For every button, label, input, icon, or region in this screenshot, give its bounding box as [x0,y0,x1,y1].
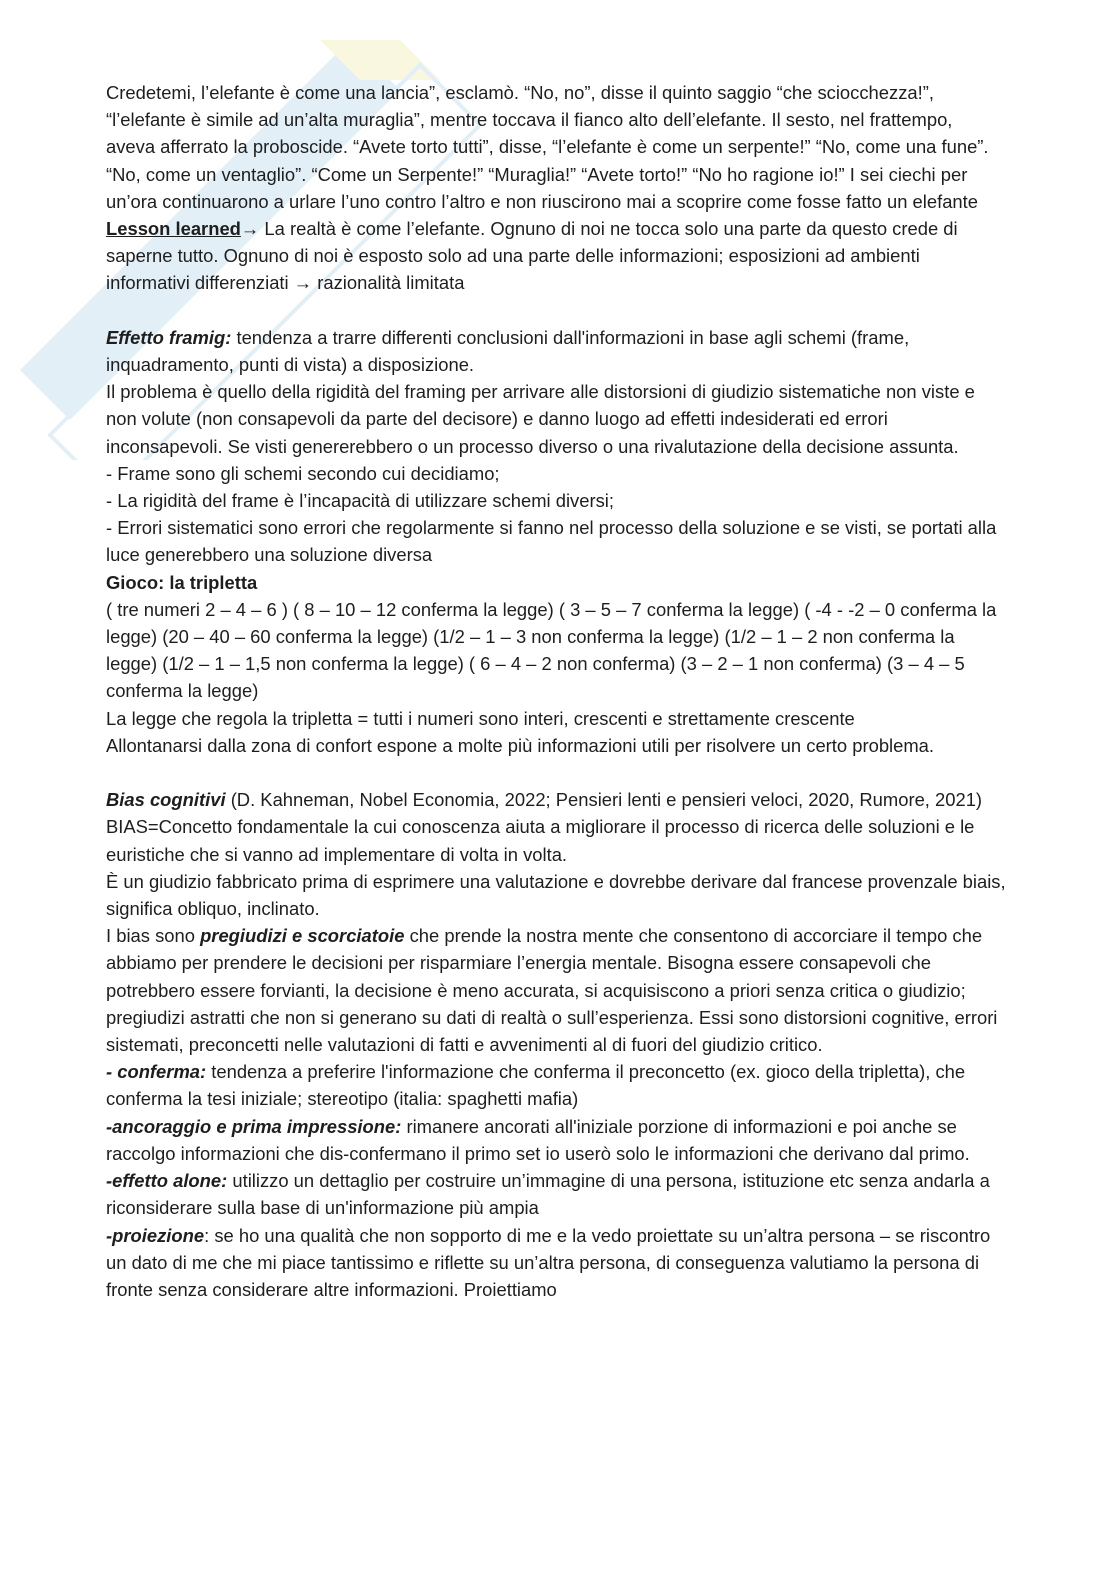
bias-item-text: rimanere ancorati all'iniziale porzione di informazioni e poi anche se raccolgo informazioni che dis-confermano il primo set io userò solo le informazioni che derivano dal primo. [106,1115,970,1164]
lesson-learned-text: La realtà è come l’elefante. Ognuno di noi ne tocca solo una parte da questo crede di saperne tutto. Ognuno di noi è esposto solo ad una parte delle informazioni; esposizioni ad ambienti informativi differenziati [106,218,958,294]
bias-item [106,1222,1006,1304]
bias-item [106,1113,1006,1167]
bias-item-term: -proiezione [106,1224,205,1246]
bias-term: Bias cognitivi [106,789,226,811]
framing-bullet: - Errori sistematici sono errori che regolarmente si fanno nel processo della soluzione e se visti, se portati alla luce generebbero una soluzione diversa [106,517,997,566]
bias-item-term: - conferma: [106,1061,207,1083]
bias-prejudice-term: pregiudizi e scorciatoie [200,925,405,947]
framing-definition [106,324,1006,378]
framing-bullet: - Frame sono gli schemi secondo cui decidiamo; [106,462,500,484]
bias-etymology: È un giudizio fabbricato prima di esprimere una valutazione e dovrebbe derivare dal francese provenzale biais, significa obliquo, inclinato. [106,870,1006,920]
tripletta-sequence: ( tre numeri 2 – 4 – 6 ) ( 8 – 10 – 12 conferma la legge) ( 3 – 5 – 7 conferma la legge) ( -4 - -2 – 0 conferma la legge) (20 – 40 – 60 conferma la legge) (1/2 – 1 – 3 non conferma la legge) (1/2 – 1 – 2 non conferma la legge) (1/2 – 1 – 1,5 non conferma la legge) ( 6 – 4 – 2 non conferma) (3 – 2 – 1 non conferma) (3 – 4 – 5 conferma la legge) [106,598,997,702]
bias-item [106,1167,1006,1221]
bias-item-term: -ancoraggio e prima impressione: [106,1115,402,1137]
framing-bullet: - La rigidità del frame è l’incapacità di utilizzare schemi diversi; [106,490,614,512]
document-page [106,79,1006,1303]
tripletta-heading: Gioco: la tripletta [106,571,258,593]
bias-prejudice-pre: I bias sono [106,925,201,947]
lesson-learned-paragraph [106,215,1006,297]
bias-citation: (D. Kahneman, Nobel Economia, 2022; Pensieri lenti e pensieri veloci, 2020, Rumore, 2021) [225,789,983,811]
tripletta-rule: La legge che regola la tripletta = tutti i numeri sono interi, crescenti e strettamente crescente [106,707,855,729]
framing-problem: Il problema è quello della rigidità del framing per arrivare alle distorsioni di giudizio sistematiche non viste e non volute (non consapevoli da parte del decisore) e danno luogo ad effetti indesiderati ed errori inconsapevoli. Se visti genererebbero o un processo diverso o una rivalutazione della decisione assunta. [106,381,975,457]
lesson-learned-conclusion: razionalità limitata [312,272,465,294]
bias-item-text: tendenza a preferire l'informazione che conferma il preconcetto (ex. gioco della tripletta), che conferma la tesi iniziale; stereotipo (italia: spaghetti mafia) [106,1061,966,1110]
spacer [106,297,1006,324]
spacer [106,759,1006,786]
bias-prejudice-post: che prende la nostra mente che consentono di accorciare il tempo che abbiamo per prendere le decisioni per risparmiare l’energia mentale. Bisogna essere consapevoli che potrebbero essere forvianti, la decisione è meno accurata, si acquisiscono a priori senza critica o giudizio; pregiudizi astratti che non si generano su dati di realtà o sull’esperienza. Essi sono distorsioni cognitive, errori sistemati, preconcetti nelle valutazioni di fatti e avvenimenti al di fuori del giudizio critico. [106,925,998,1056]
framing-term: Effetto framig: [106,326,232,348]
arrow-icon: → [240,218,260,240]
lesson-learned-label: Lesson learned [106,218,241,240]
bias-item-text: : se ho una qualità che non sopporto di me e la vedo proiettate su un’altra persona – se riscontro un dato di me che mi piace tantissimo e riflette su un’altra persona, di conseguenza valutiamo la persona di fronte senza considerare altre informazioni. Proiettiamo [106,1224,991,1300]
bias-definition: BIAS=Concetto fondamentale la cui conoscenza aiuta a migliorare il processo di ricerca delle soluzioni e le euristiche che si vanno ad implementare di volta in volta. [106,816,975,865]
bias-item-text: utilizzo un dettaglio per costruire un’immagine di una persona, istituzione etc senza andarla a riconsiderare sulla base di un'informazione più ampia [106,1170,990,1219]
arrow-icon: → [293,272,313,294]
bias-item [106,1058,1006,1112]
framing-text: tendenza a trarre differenti conclusioni dall'informazioni in base agli schemi (frame, inquadramento, punti di vista) a disposizione. [106,326,910,376]
comfort-zone-note: Allontanarsi dalla zona di confort espone a molte più informazioni utili per risolvere un certo problema. [106,734,935,756]
bias-prejudice [106,922,1006,1058]
bias-heading [106,786,1006,813]
elephant-story: Credetemi, l’elefante è come una lancia”, esclamò. “No, no”, disse il quinto saggio “che sciocchezza!”, “l’elefante è simile ad un’alta muraglia”, mentre toccava il fianco alto dell’elefante. Il sesto, nel frattempo, aveva afferrato la proboscide. “Avete torto tutti”, disse, “l’elefante è come un serpente!” “No, come una fune”. “No, come un ventaglio”. “Come un Serpente!” “Muraglia!” “Avete torto!” “No ho ragione io!” I sei ciechi per un’ora continuarono a urlare l’uno contro l’altro e non riuscirono mai a scoprire come fosse fatto un elefante [106,82,989,212]
bias-item-term: -effetto alone: [106,1170,228,1192]
